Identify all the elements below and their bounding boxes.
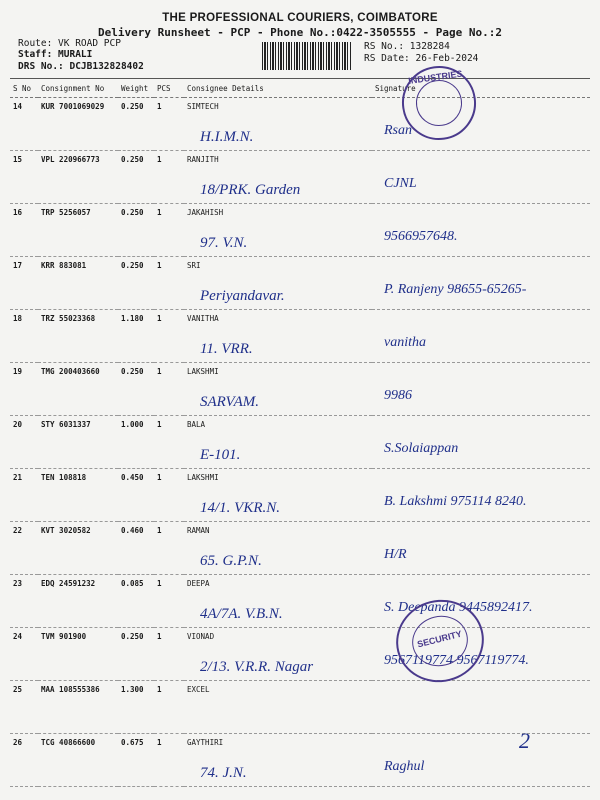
runsheet-subtitle: Delivery Runsheet - PCP - Phone No.:0422-3505555 - Page No.:2 xyxy=(98,26,502,39)
rs-number: RS No.: 1328284 xyxy=(364,41,450,52)
cell-pcs: 1 xyxy=(154,151,184,204)
table-row xyxy=(10,98,590,151)
handwritten-signature: CJNL xyxy=(384,176,417,191)
cell-weight: 1.180 xyxy=(118,310,154,363)
cell-pcs: 1 xyxy=(154,469,184,522)
col-consignment: Consignment No xyxy=(38,79,118,98)
handwritten-address: 74. J.N. xyxy=(200,765,247,781)
table-row xyxy=(10,416,590,469)
handwritten-address: 65. G.P.N. xyxy=(200,553,262,569)
cell-consignee: SIMTECH xyxy=(184,98,372,151)
handwritten-address: Periyandavar. xyxy=(200,288,285,304)
table-row xyxy=(10,734,590,787)
handwritten-signature: Rsan xyxy=(384,123,412,138)
cell-weight: 0.085 xyxy=(118,575,154,628)
cell-weight: 0.250 xyxy=(118,98,154,151)
col-pcs: PCS xyxy=(154,79,184,98)
cell-weight: 0.250 xyxy=(118,363,154,416)
table-header xyxy=(10,79,590,98)
cell-consignment: VPL 220966773 xyxy=(38,151,118,204)
cell-consignment: TCG 40866600 xyxy=(38,734,118,787)
rs-date: RS Date: 26-Feb-2024 xyxy=(364,53,479,64)
cell-weight: 0.450 xyxy=(118,469,154,522)
handwritten-signature: vanitha xyxy=(384,335,426,350)
cell-consignee: DEEPA xyxy=(184,575,372,628)
table-row xyxy=(10,522,590,575)
cell-consignment: KVT 3020582 xyxy=(38,522,118,575)
col-sno: S No xyxy=(10,79,38,98)
cell-weight: 0.460 xyxy=(118,522,154,575)
route-label: Route: VK ROAD PCP xyxy=(18,38,121,49)
company-title: THE PROFESSIONAL COURIERS, COIMBATORE xyxy=(162,12,438,24)
handwritten-address: 11. VRR. xyxy=(200,341,253,357)
col-consignee: Consignee Details xyxy=(184,79,372,98)
cell-pcs: 1 xyxy=(154,522,184,575)
cell-weight: 0.250 xyxy=(118,151,154,204)
cell-weight: 1.000 xyxy=(118,416,154,469)
cell-weight: 0.675 xyxy=(118,734,154,787)
handwritten-signature: P. Ranjeny 98655-65265- xyxy=(384,282,527,297)
cell-consignee: EXCEL xyxy=(184,681,372,734)
col-weight: Weight xyxy=(118,79,154,98)
table-row xyxy=(10,204,590,257)
cell-consignee: VANITHA xyxy=(184,310,372,363)
cell-consignee: JAKAHISH xyxy=(184,204,372,257)
footer-mark: 2 xyxy=(519,728,530,753)
cell-pcs: 1 xyxy=(154,628,184,681)
cell-sno: 19 xyxy=(10,363,38,416)
handwritten-signature: S.Solaiappan xyxy=(384,441,459,456)
cell-sno: 15 xyxy=(10,151,38,204)
table-row xyxy=(10,681,590,734)
handwritten-signature: 9567119774 9567119774. xyxy=(384,653,529,668)
handwritten-address: 18/PRK. Garden xyxy=(200,182,301,198)
cell-consignment: KUR 7001069029 xyxy=(38,98,118,151)
cell-sno: 24 xyxy=(10,628,38,681)
handwritten-address: 14/1. VKR.N. xyxy=(200,500,281,516)
cell-consignee: LAKSHMI xyxy=(184,469,372,522)
stamp-top-text: INDUSTRIES xyxy=(407,68,464,86)
cell-sno: 18 xyxy=(10,310,38,363)
cell-pcs: 1 xyxy=(154,257,184,310)
handwritten-address: 2/13. V.R.R. Nagar xyxy=(200,659,314,675)
cell-sno: 22 xyxy=(10,522,38,575)
cell-consignee: LAKSHMI xyxy=(184,363,372,416)
cell-consignment: TVM 901900 xyxy=(38,628,118,681)
handwritten-signature: H/R xyxy=(384,547,407,562)
table-row xyxy=(10,363,590,416)
handwritten-signature: 9986 xyxy=(384,388,412,403)
cell-consignment: TRP 5256057 xyxy=(38,204,118,257)
cell-sno: 16 xyxy=(10,204,38,257)
handwritten-address: E-101. xyxy=(200,447,241,463)
cell-pcs: 1 xyxy=(154,98,184,151)
cell-weight: 0.250 xyxy=(118,257,154,310)
handwritten-address: 97. V.N. xyxy=(200,235,248,251)
cell-pcs: 1 xyxy=(154,363,184,416)
table-row xyxy=(10,310,590,363)
cell-sno: 23 xyxy=(10,575,38,628)
cell-sno: 14 xyxy=(10,98,38,151)
cell-consignment: KRR 883081 xyxy=(38,257,118,310)
cell-consignee: BALA xyxy=(184,416,372,469)
cell-consignment: MAA 108555386 xyxy=(38,681,118,734)
handwritten-signature: 9566957648. xyxy=(384,229,458,244)
cell-consignment: TEN 108818 xyxy=(38,469,118,522)
cell-consignment: TMG 200403660 xyxy=(38,363,118,416)
col-signature: Signature xyxy=(372,79,590,98)
staff-label: Staff: MURALI xyxy=(18,49,93,60)
stamp-bottom-text: SECURITY xyxy=(416,628,463,650)
handwritten-signature: S. Deepanda 9445892417. xyxy=(384,600,533,615)
cell-consignment: EDQ 24591232 xyxy=(38,575,118,628)
cell-pcs: 1 xyxy=(154,681,184,734)
cell-consignee: RAMAN xyxy=(184,522,372,575)
cell-weight: 1.300 xyxy=(118,681,154,734)
cell-consignment: STY 6031337 xyxy=(38,416,118,469)
handwritten-address: H.I.M.N. xyxy=(200,129,254,145)
cell-consignee: VIONAD xyxy=(184,628,372,681)
cell-sno: 17 xyxy=(10,257,38,310)
cell-pcs: 1 xyxy=(154,575,184,628)
cell-consignment: TRZ 55023368 xyxy=(38,310,118,363)
cell-pcs: 1 xyxy=(154,734,184,787)
handwritten-signature: Raghul xyxy=(384,759,425,774)
cell-sno: 21 xyxy=(10,469,38,522)
cell-signature xyxy=(372,681,590,734)
cell-pcs: 1 xyxy=(154,310,184,363)
handwritten-signature: B. Lakshmi 975114 8240. xyxy=(384,494,527,509)
cell-pcs: 1 xyxy=(154,204,184,257)
cell-sno: 25 xyxy=(10,681,38,734)
handwritten-address: 4A/7A. V.B.N. xyxy=(200,606,283,622)
cell-consignee: GAYTHIRI xyxy=(184,734,372,787)
cell-consignee: SRI xyxy=(184,257,372,310)
cell-weight: 0.250 xyxy=(118,204,154,257)
cell-consignee: RANJITH xyxy=(184,151,372,204)
handwritten-address: SARVAM. xyxy=(200,394,260,410)
cell-sno: 20 xyxy=(10,416,38,469)
cell-weight: 0.250 xyxy=(118,628,154,681)
cell-sno: 26 xyxy=(10,734,38,787)
drs-number: DRS No.: DCJB132828402 xyxy=(18,61,144,72)
barcode xyxy=(262,42,352,70)
cell-pcs: 1 xyxy=(154,416,184,469)
